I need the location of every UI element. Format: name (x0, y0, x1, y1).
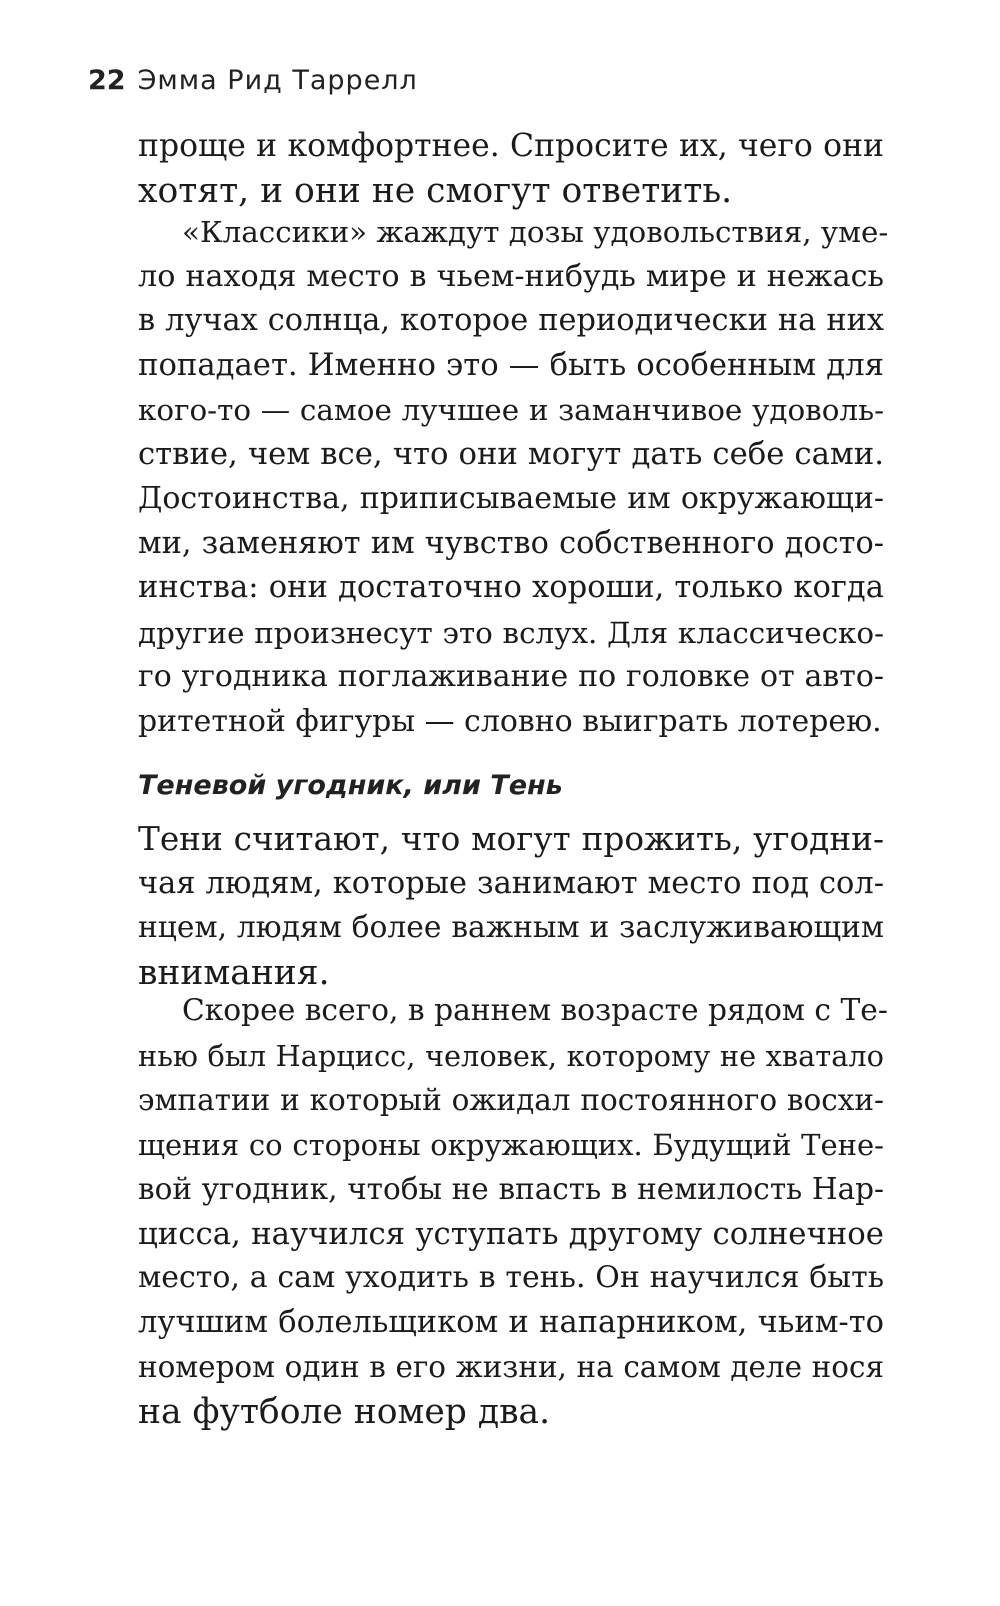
section-heading: Теневой угодник, или Тень (138, 770, 563, 801)
text-line: на футболе номер два. (138, 1391, 551, 1432)
text-line: цисса, научился уступать другому солнечное (138, 1215, 884, 1252)
running-head-author: Эмма Рид Таррелл (137, 65, 418, 96)
text-line: лучшим болельщиком и напарником, чьим-то (138, 1304, 884, 1340)
paragraph-continuation (138, 124, 884, 213)
text-line: Достоинства, приписываемые им окружающи- (138, 481, 884, 516)
text-line: кого-то — самое лучшее и заманчивое удоволь- (138, 393, 884, 427)
text-line: вой угодник, чтобы не впасть в немилость Нар- (138, 1172, 884, 1206)
text-line: ми, заменяют им чувство собственного досто- (138, 525, 884, 561)
text-line: хотят, и они не смогут ответить. (138, 170, 733, 211)
text-line: ло находя место в чьем-нибудь мире и нежась (138, 258, 884, 294)
text-line: другие произнесут это вслух. Для классическо- (138, 615, 884, 650)
text-line: место, а сам уходить в тень. Он научился быть (138, 1260, 884, 1295)
text-line: нцем, людям более важным и заслуживающим (138, 910, 884, 945)
text-line: попадает. Именно это — быть особенным для (138, 347, 884, 383)
text-line: номером один в его жизни, на самом деле нося (138, 1350, 884, 1384)
text-line: го угодника поглаживание по головке от авто- (138, 659, 884, 694)
text-line: щения со стороны окружающих. Будущий Тене- (138, 1127, 884, 1162)
text-line: Тени считают, что могут прожить, угодни- (138, 820, 884, 858)
text-line: внимания. (138, 952, 330, 993)
text-line: Скорее всего, в раннем возрасте рядом с Те- (182, 993, 888, 1028)
text-line: инства: они достаточно хороши, только когда (138, 570, 884, 605)
text-line: эмпатии и который ожидал постоянного восхи- (138, 1083, 884, 1117)
text-line: в лучах солнца, которое периодически на них (138, 303, 884, 338)
page-number: 22 (88, 65, 126, 96)
paragraph-shadow-intro (138, 817, 884, 995)
text-line: проще и комфортнее. Спросите их, чего они (138, 128, 884, 164)
running-head (88, 62, 418, 100)
paragraph-classics (138, 210, 889, 744)
text-line: ствие, чем все, что они могут дать себе сами. (138, 436, 884, 472)
paragraph-narcissist (138, 989, 888, 1434)
text-line: ритетной фигуры — словно выиграть лотерею. (138, 703, 882, 739)
text-line: нью был Нарцисс, человек, которому не хватало (138, 1038, 884, 1073)
text-line: чая людям, которые занимают место под сол- (138, 865, 884, 901)
text-line: «Классики» жаждут дозы удовольствия, уме- (182, 215, 889, 249)
